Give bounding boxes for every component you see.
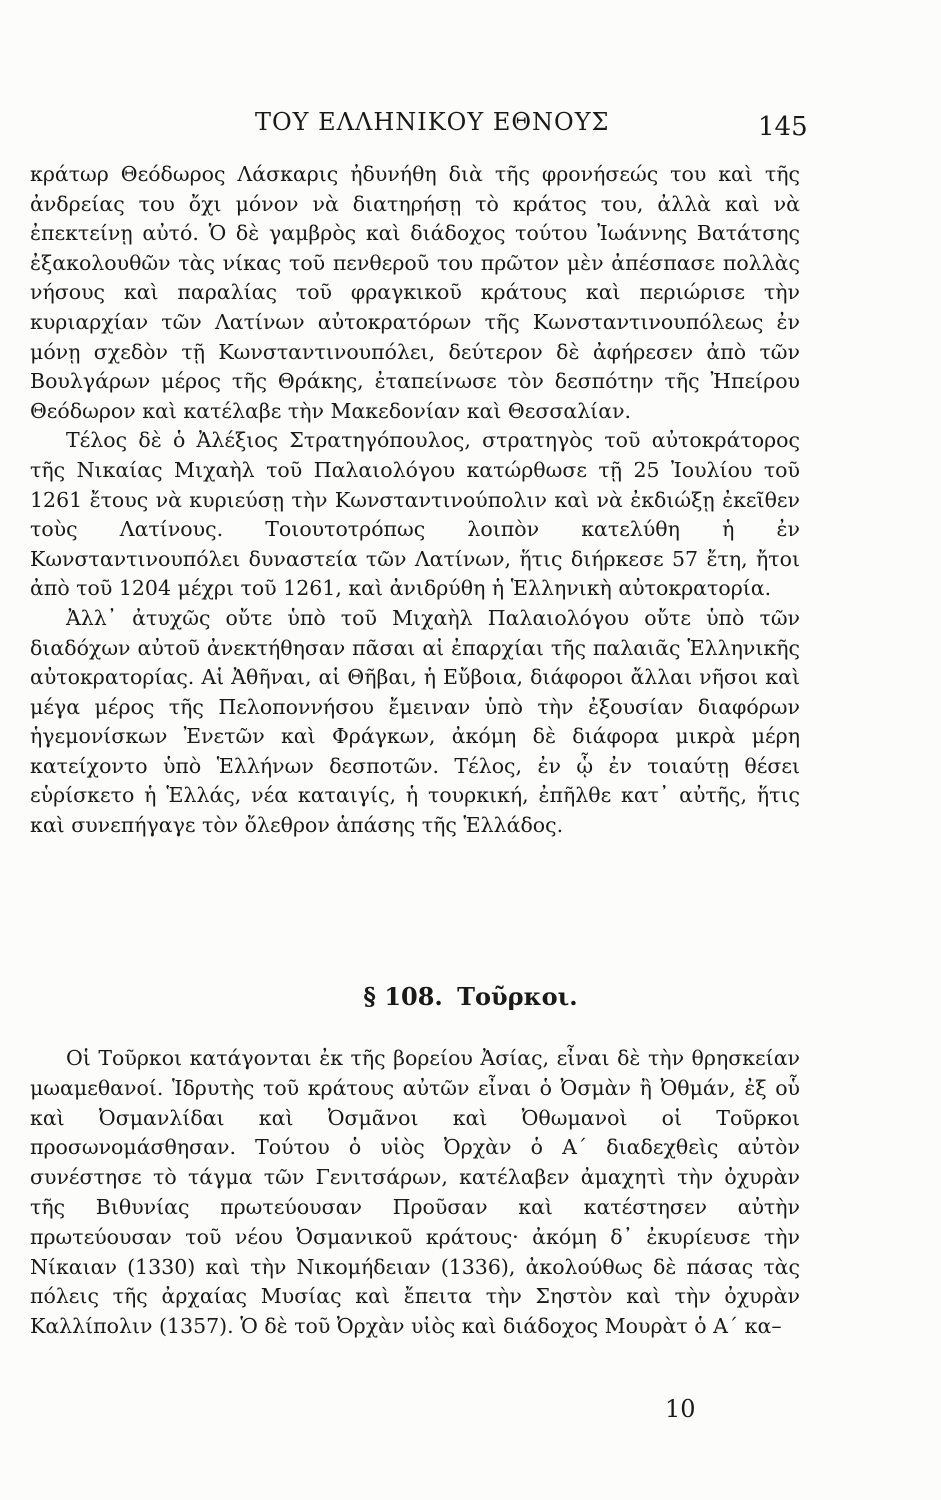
signature-mark: 10 [665,1395,696,1423]
header-title: ΤΟΥ ΕΛΛΗΝΙΚΟΥ ΕΘΝΟΥΣ [255,108,610,136]
page-number: 145 [758,112,808,142]
section-paragraph: Οἱ Τοῦρκοι κατάγονται ἐκ τῆς βορείου Ἀσίας, εἶναι δὲ τὴν θρησκείαν μωαμεθανοί. Ἱδρυτὴς τοῦ κράτους αὐτῶν εἶναι ὁ Ὀσμὰν ἢ Ὀθμάν, ἐξ οὗ καὶ Ὀσμανλίδαι καὶ Ὀσμᾶνοι καὶ Ὀθωμανοὶ οἱ Τοῦρκοι προσωνομάσθησαν. Τούτου ὁ υἱὸς Ὀρχὰν ὁ Α΄ διαδεχθεὶς αὐτὸν συνέστησε τὸ τάγμα τῶν Γενιτσάρων, κατέλαβεν ἀμαχητὶ τὴν ὀχυρὰν τῆς Βιθυνίας πρωτεύουσαν Προῦσαν καὶ κατέστησεν αὐτὴν πρωτεύουσαν τοῦ νέου Ὀσμανικοῦ κράτους· ἀκόμη δ᾽ ἐκυρίευσε τὴν Νίκαιαν (1330) καὶ τὴν Νικομήδειαν (1336), ἀκολούθως δὲ πάσας τὰς πόλεις τῆς ἀρχαίας Μυσίας καὶ ἔπειτα τὴν Σηστὸν καὶ τὴν ὀχυρὰν Καλλίπολιν (1357). Ὁ δὲ τοῦ Ὀρχὰν υἱὸς καὶ διάδοχος Μουρὰτ ὁ Α΄ κα– [30,1046,800,1339]
paragraph-2: Τέλος δὲ ὁ Ἀλέξιος Στρατηγόπουλος, στρατηγὸς τοῦ αὐτοκράτορος τῆς Νικαίας Μιχαὴλ τοῦ Παλαιολόγου κατώρθωσε τῇ 25 Ἰουλίου τοῦ 1261 ἔτους νὰ κυριεύσῃ τὴν Κωνσταντινούπολιν καὶ νὰ ἐκδιώξῃ ἐκεῖθεν τοὺς Λατίνους. Τοιουτοτρόπως λοιπὸν κατελύθη ἡ ἐν Κωνσταντινουπόλει δυναστεία τῶν Λατίνων, ἥτις διήρκεσε 57 ἔτη, ἤτοι ἀπὸ τοῦ 1204 μέχρι τοῦ 1261, καὶ ἀνιδρύθη ἡ Ἑλληνικὴ αὐτοκρατορία. [30,428,800,601]
paragraph-1: κράτωρ Θεόδωρος Λάσκαρις ἠδυνήθη διὰ τῆς φρονήσεώς του καὶ τῆς ἀνδρείας του ὄχι μόνον νὰ διατηρήσῃ τὸ κράτος του, ἀλλὰ καὶ νὰ ἐπεκτείνῃ αὐτό. Ὁ δὲ γαμβρὸς καὶ διάδοχος τούτου Ἰωάννης Βατάτσης ἐξακολουθῶν τὰς νίκας τοῦ πενθεροῦ του πρῶτον μὲν ἀπέσπασε πολλὰς νήσους καὶ παραλίας τοῦ φραγκικοῦ κράτους καὶ περιώρισε τὴν κυριαρχίαν τῶν Λατίνων αὐτοκρατόρων τῆς Κωνσταντινουπόλεως ἐν μόνῃ σχεδὸν τῇ Κωνσταντινουπόλει, δεύτερον δὲ ἀφήρεσεν ἀπὸ τῶν Βουλγάρων μέρος τῆς Θράκης, ἐταπείνωσε τὸν δεσπότην τῆς Ἠπείρου Θεόδωρον καὶ κατέλαβε τὴν Μακεδονίαν καὶ Θεσσαλίαν. [30,162,800,423]
main-text [30,160,800,841]
running-header [0,100,941,150]
section-heading [0,982,941,1011]
paragraph-3: Ἀλλ᾽ ἀτυχῶς οὔτε ὑπὸ τοῦ Μιχαὴλ Παλαιολόγου οὔτε ὑπὸ τῶν διαδόχων αὐτοῦ ἀνεκτήθησαν πᾶσαι αἱ ἐπαρχίαι τῆς παλαιᾶς Ἑλληνικῆς αὐτοκρατορίας. Αἱ Ἀθῆναι, αἱ Θῆβαι, ἡ Εὔβοια, διάφοροι ἄλλαι νῆσοι καὶ μέγα μέρος τῆς Πελοποννήσου ἔμειναν ὑπὸ τὴν ἐξουσίαν διαφόρων ἡγεμονίσκων Ἐνετῶν καὶ Φράγκων, ἀκόμη δὲ διάφορα μικρὰ μέρη κατείχοντο ὑπὸ Ἑλλήνων δεσποτῶν. Τέλος, ἐν ᾧ ἐν τοιαύτῃ θέσει εὑρίσκετο ἡ Ἑλλάς, νέα καταιγίς, ἡ τουρκική, ἐπῆλθε κατ᾽ αὐτῆς, ἥτις καὶ συνεπήγαγε τὸν ὄλεθρον ἁπάσης τῆς Ἑλλάδος. [30,605,800,838]
section-title: Τοῦρκοι. [457,982,578,1011]
section-text [30,1044,800,1342]
section-number: § 108. [363,982,443,1011]
